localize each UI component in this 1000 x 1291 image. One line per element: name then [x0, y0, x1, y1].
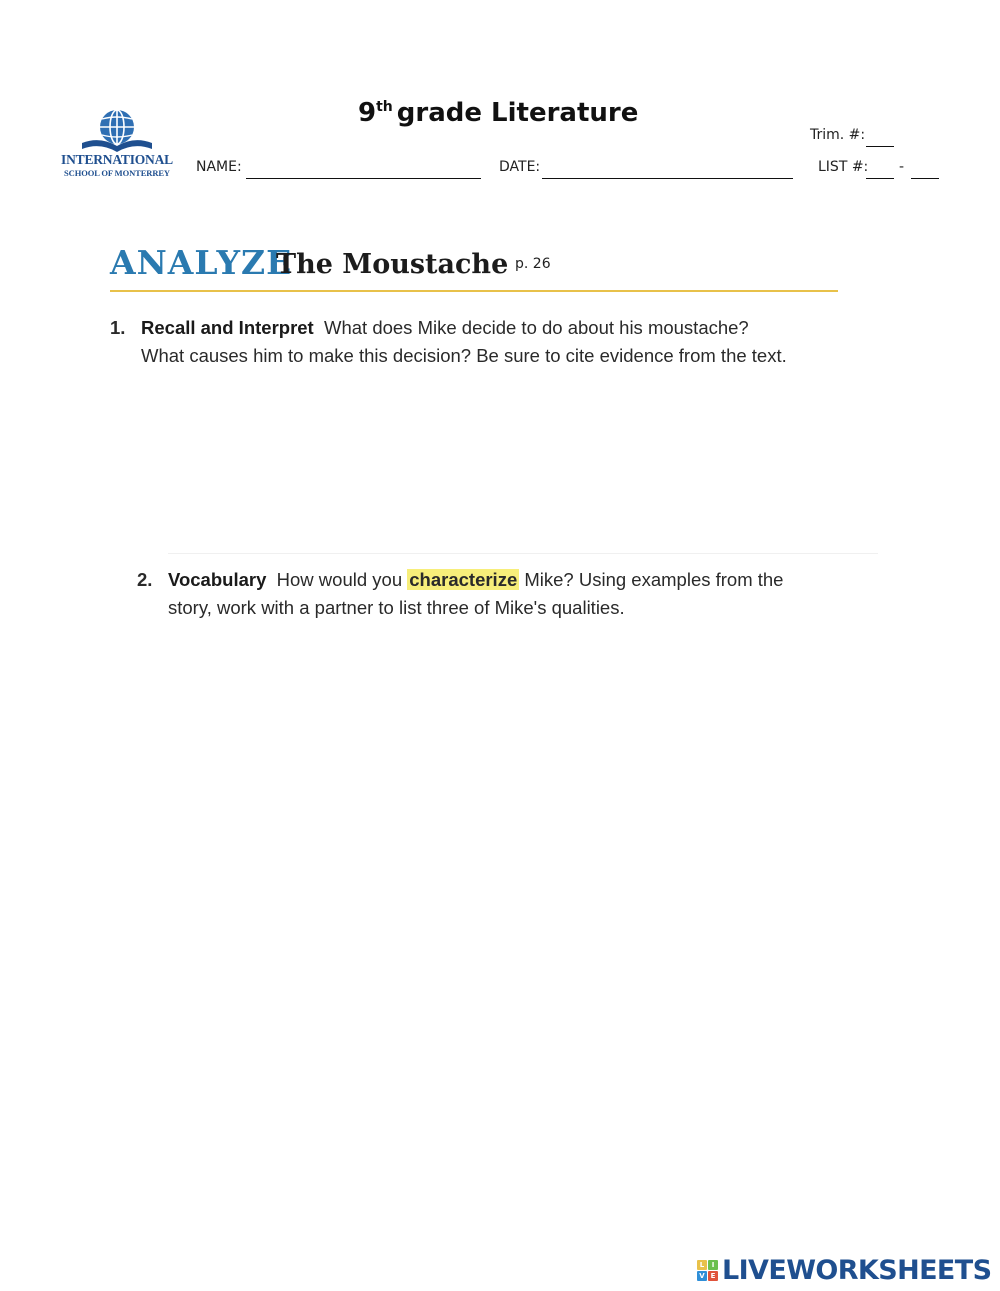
liveworksheets-logo-icon — [697, 1260, 718, 1281]
school-name — [58, 153, 176, 177]
list-dash: - — [899, 159, 905, 175]
analyze-heading: ANALYZE — [110, 243, 293, 282]
date-label: DATE: — [499, 159, 541, 175]
question-1-line2: What causes him to make this decision? Be sure to cite evidence from the text. — [141, 345, 787, 366]
brand-text: LIVEWORKSHEETS — [722, 1254, 992, 1286]
question-1-number: 1. — [110, 317, 126, 338]
logo-tile-e: E — [708, 1271, 718, 1281]
trim-label: Trim. #: — [810, 127, 866, 143]
title-number: 9 — [358, 98, 377, 128]
list-field-end[interactable] — [911, 178, 939, 179]
question-2-number: 2. — [137, 569, 153, 590]
title-superscript: th — [376, 99, 393, 115]
question-2 — [137, 566, 877, 626]
school-name-line1: INTERNATIONAL — [61, 152, 173, 167]
logo-tile-l: L — [697, 1260, 707, 1270]
date-field[interactable] — [542, 178, 793, 179]
logo-tile-i: I — [708, 1260, 718, 1270]
liveworksheets-brand — [697, 1255, 991, 1285]
question-2-line2: story, work with a partner to list three of Mike's qualities. — [168, 597, 625, 618]
answer-area-2[interactable] — [137, 640, 877, 1200]
vocabulary-highlight: characterize — [409, 569, 518, 590]
question-1-line1: What does Mike decide to do about his moustache? — [324, 317, 749, 338]
page-reference: p. 26 — [515, 256, 551, 272]
question-1 — [110, 314, 870, 374]
question-2-post: Mike? Using examples from the — [524, 569, 784, 590]
story-title: The Moustache — [276, 249, 509, 280]
question-2-pre: How would you — [276, 569, 403, 590]
section-divider — [110, 290, 838, 292]
question-divider — [168, 553, 878, 554]
name-label: NAME: — [196, 159, 242, 175]
name-field[interactable] — [246, 178, 481, 179]
question-2-label: Vocabulary — [168, 569, 267, 590]
logo-tile-v: V — [697, 1271, 707, 1281]
answer-area-1[interactable] — [110, 380, 870, 540]
list-field-start[interactable] — [866, 178, 894, 179]
trim-field[interactable] — [866, 146, 894, 147]
question-1-label: Recall and Interpret — [141, 317, 314, 338]
page-title — [358, 98, 638, 128]
school-name-line2: SCHOOL OF MONTERREY — [64, 167, 170, 178]
list-label: LIST #: — [818, 159, 869, 175]
title-text: grade Literature — [396, 98, 639, 128]
